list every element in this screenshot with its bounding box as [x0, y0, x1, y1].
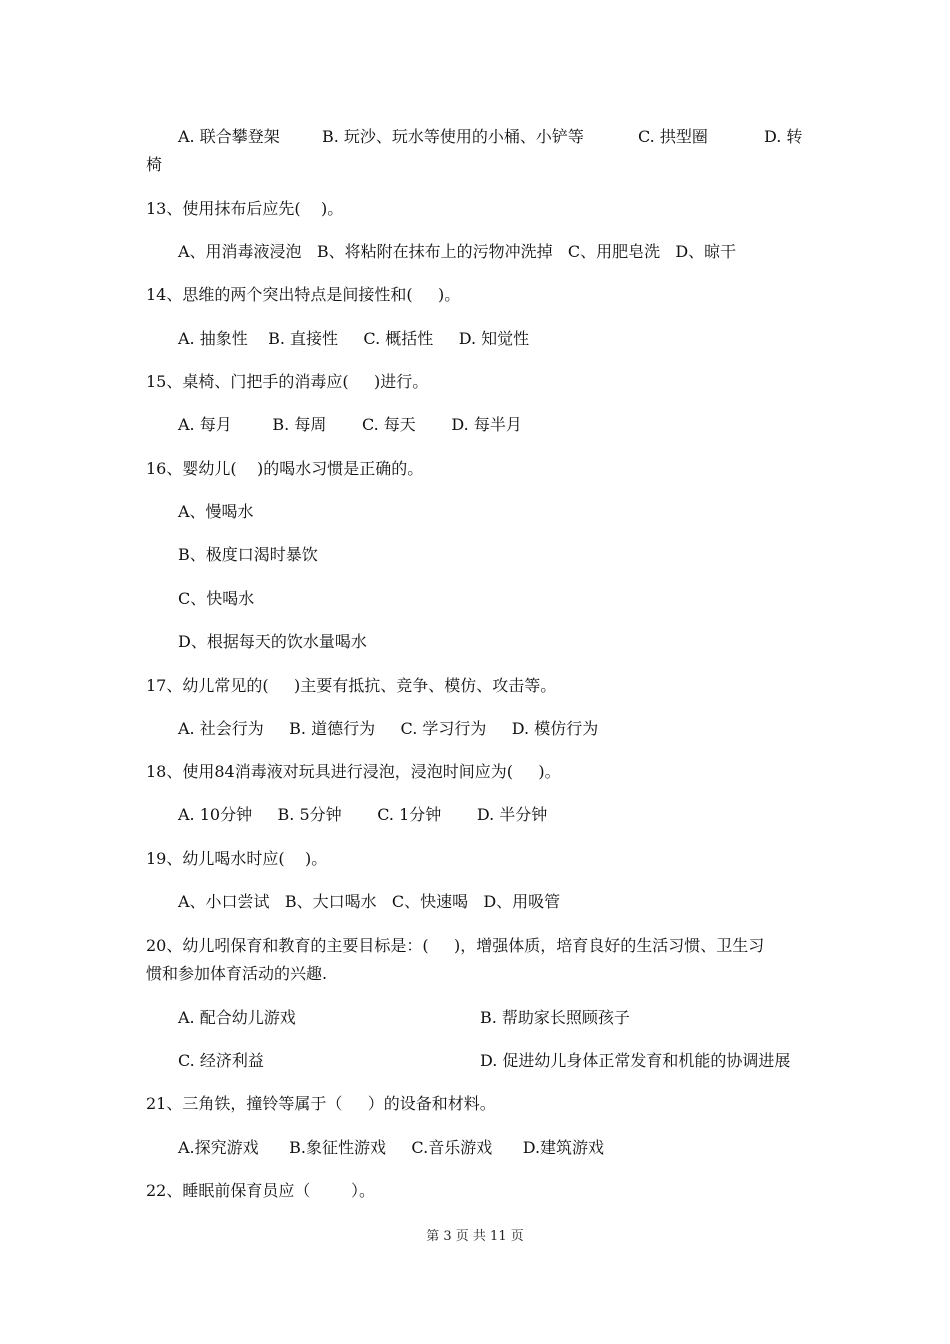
q19-options: A、小口尝试 B、大口喝水 C、快速喝 D、用吸管 — [178, 892, 561, 911]
q20-option-b: B. 帮助家长照顾孩子 — [480, 1008, 630, 1027]
q16-stem: 16、婴幼儿( )的喝水习惯是正确的。 — [146, 459, 424, 478]
q16-option-a: A、慢喝水 — [178, 502, 254, 521]
q17-options: A. 社会行为 B. 道德行为 C. 学习行为 D. 模仿行为 — [178, 719, 599, 738]
q16-option-c: C、快喝水 — [178, 589, 255, 608]
q20-option-c: C. 经济利益 — [178, 1051, 264, 1070]
q12-option-d-wrap: 椅 — [146, 155, 163, 174]
q16-option-d: D、根据每天的饮水量喝水 — [178, 632, 367, 651]
q17-stem: 17、幼儿常见的( )主要有抵抗、竞争、模仿、攻击等。 — [146, 676, 557, 695]
q20-option-a: A. 配合幼儿游戏 — [178, 1008, 296, 1027]
q15-stem: 15、桌椅、门把手的消毒应( )进行。 — [146, 372, 429, 391]
q14-options: A. 抽象性 B. 直接性 C. 概括性 D. 知觉性 — [178, 329, 530, 348]
q15-options: A. 每月 B. 每周 C. 每天 D. 每半月 — [178, 415, 522, 434]
q21-options: A.探究游戏 B.象征性游戏 C.音乐游戏 D.建筑游戏 — [178, 1138, 605, 1157]
q14-stem: 14、思维的两个突出特点是间接性和( )。 — [146, 285, 461, 304]
q20-stem-line1: 20、幼儿吲保育和教育的主要目标是：( )，增强体质，培育良好的生活习惯、卫生习 — [146, 936, 765, 955]
q12-option-d: D. 转 — [764, 127, 803, 146]
q20-stem-line2: 惯和参加体育活动的兴趣. — [146, 964, 328, 983]
q13-stem: 13、使用抹布后应先( )。 — [146, 199, 344, 218]
page-footer: 第 3 页 共 11 页 — [426, 1229, 524, 1244]
q13-options: A、用消毒液浸泡 B、将粘附在抹布上的污物冲洗掉 C、用肥皂洗 D、晾干 — [178, 242, 737, 261]
q19-stem: 19、幼儿喝水时应( )。 — [146, 849, 328, 868]
q12-option-a: A. 联合攀登架 — [178, 127, 280, 146]
q12-option-c: C. 拱型圈 — [638, 127, 708, 146]
q21-stem: 21、三角铁，撞铃等属于（ ）的设备和材料。 — [146, 1094, 496, 1113]
q16-option-b: B、极度口渴时暴饮 — [178, 545, 318, 564]
q18-stem: 18、使用84消毒液对玩具进行浸泡，浸泡时间应为( )。 — [146, 762, 561, 781]
q18-options: A. 10分钟 B. 5分钟 C. 1分钟 D. 半分钟 — [178, 805, 548, 824]
q20-option-d: D. 促进幼儿身体正常发育和机能的协调进展 — [480, 1051, 791, 1070]
q12-option-b: B. 玩沙、玩水等使用的小桶、小铲等 — [322, 127, 584, 146]
q22-stem: 22、睡眠前保育员应（ ）。 — [146, 1181, 376, 1200]
